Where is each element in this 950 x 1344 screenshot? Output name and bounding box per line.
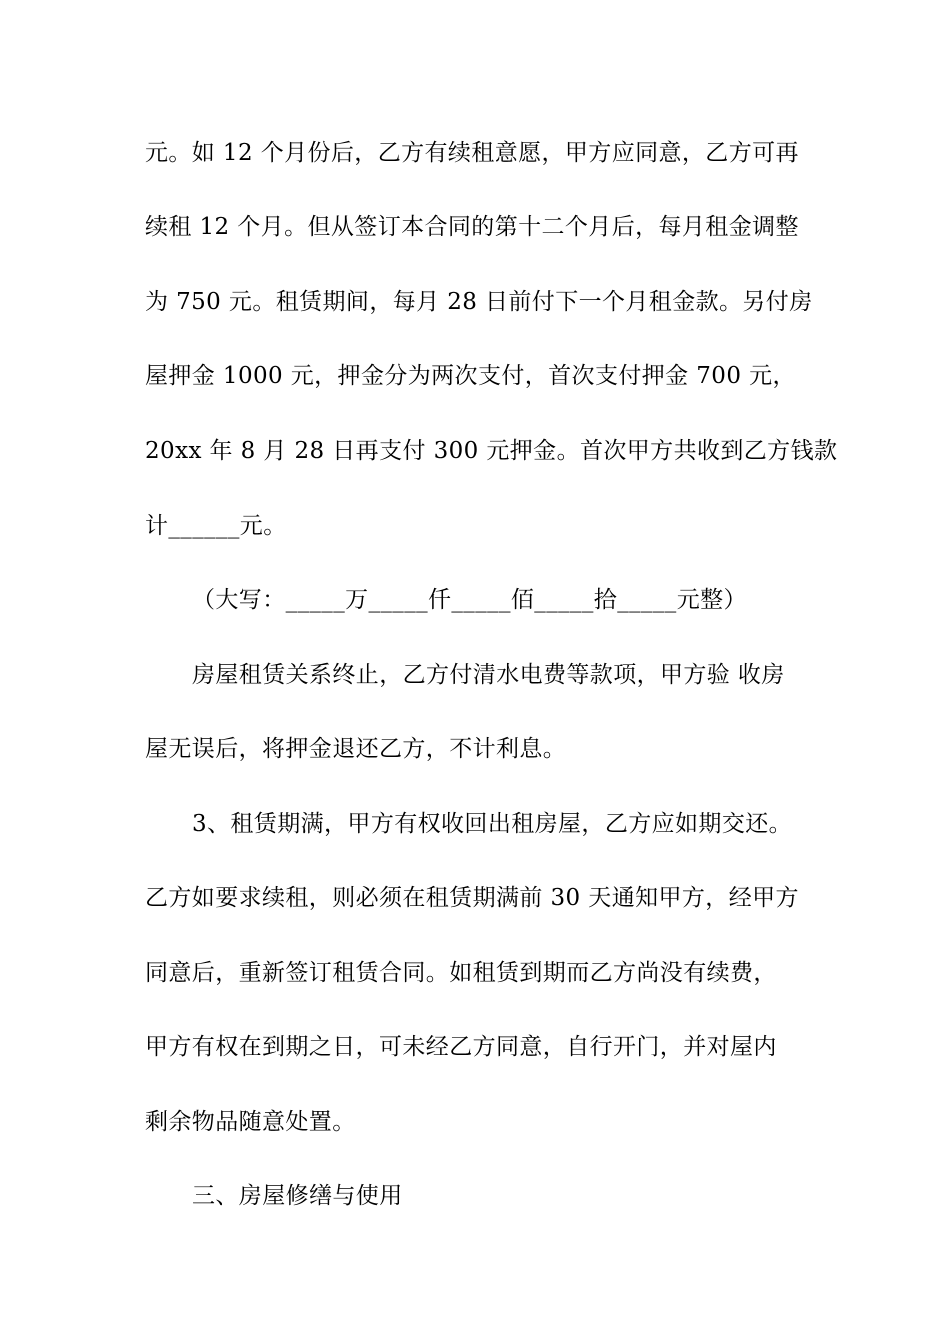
- text-line: 剩余物品随意处置。: [145, 1109, 356, 1135]
- text-line: 屋无误后，将押金退还乙方，不计利息。: [145, 736, 567, 762]
- section-heading: 三、房屋修缮与使用: [192, 1183, 403, 1209]
- amount-in-words-line: （大写：_____万_____仟_____佰_____拾_____元整）: [192, 587, 747, 613]
- text-line: 乙方如要求续租，则必须在租赁期满前 30 天通知甲方，经甲方: [145, 885, 799, 911]
- text-line: 屋押金 1000 元，押金分为两次支付，首次支付押金 700 元，: [145, 363, 796, 389]
- text-line: 同意后，重新签订租赁合同。如租赁到期而乙方尚没有续费，: [145, 960, 777, 986]
- text-line: 元。如 12 个月份后，乙方有续租意愿，甲方应同意，乙方可再: [145, 140, 799, 166]
- text-line: 3、租赁期满，甲方有权收回出租房屋，乙方应如期交还。: [192, 811, 793, 837]
- text-line: 续租 12 个月。但从签订本合同的第十二个月后，每月租金调整: [145, 214, 799, 240]
- text-line: 20xx 年 8 月 28 日再支付 300 元押金。首次甲方共收到乙方钱款: [145, 438, 838, 464]
- text-line: 为 750 元。租赁期间，每月 28 日前付下一个月租金款。另付房: [145, 289, 813, 315]
- text-line: 计______元。: [145, 513, 287, 539]
- text-line: 甲方有权在到期之日，可未经乙方同意，自行开门，并对屋内: [145, 1034, 777, 1060]
- text-line: 房屋租赁关系终止，乙方付清水电费等款项，甲方验 收房: [192, 662, 785, 688]
